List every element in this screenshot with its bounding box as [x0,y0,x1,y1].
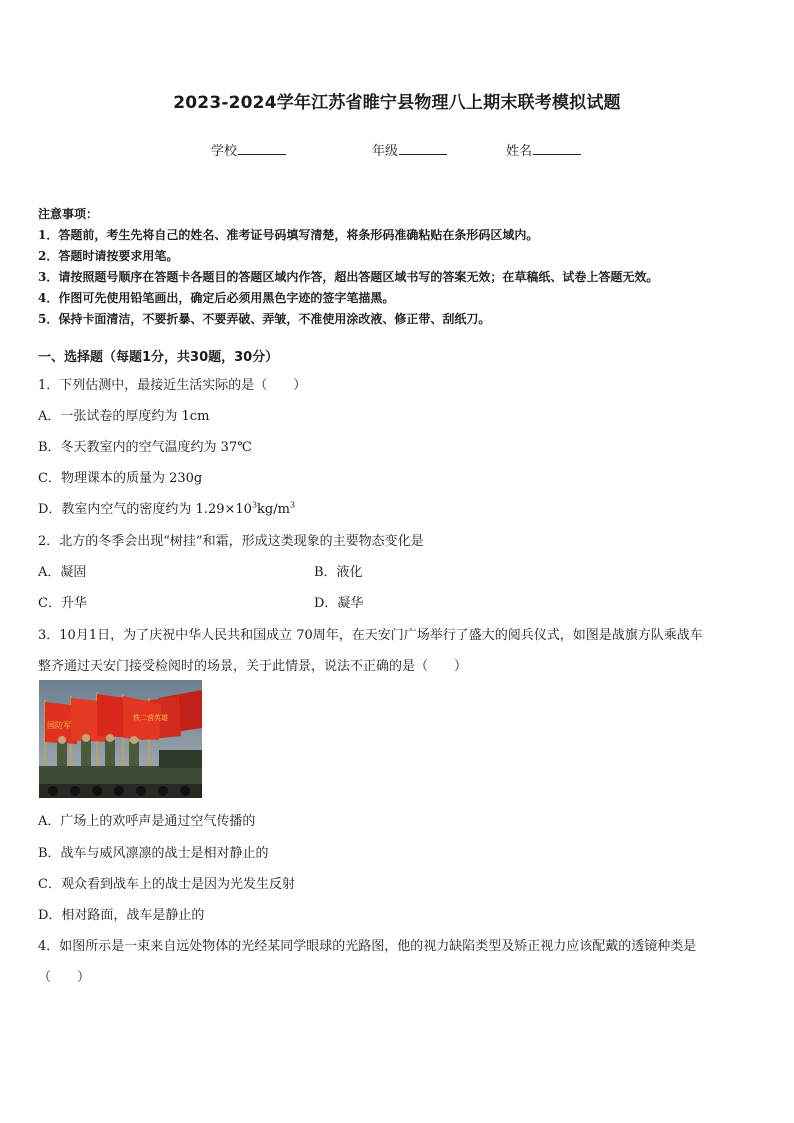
q2-option-b: B．液化 [314,565,363,580]
notes-heading: 注意事项： [38,207,99,221]
name-label: 姓名 [506,144,533,159]
school-label: 学校 [211,144,238,159]
q4-stem-line2: （ ） [38,970,91,985]
school-blank [238,142,286,155]
q1-option-c: C．物理课本的质量为 230g [38,471,203,486]
q3-stem-line1: 3．10月1日，为了庆祝中华人民共和国成立 70周年，在天安门广场举行了盛大的阅兵仪式，如图是战旗方队乘战车 [38,628,703,643]
q1-d-unit: kg/m [257,502,290,517]
q3-stem-line2: 整齐通过天安门接受检阅时的场景，关于此情景，说法不正确的是（ ） [38,659,468,674]
q3-option-c: C．观众看到战车上的战士是因为光发生反射 [38,877,295,892]
q1-d-exponent: 3 [251,500,258,510]
q1-d-unit-exponent: 3 [289,500,296,510]
section-heading: 一、选择题（每题1分，共30题，30分） [38,350,279,365]
q2-option-d: D．凝华 [314,596,364,611]
q1-option-b: B．冬天教室内的空气温度约为 37℃ [38,440,252,455]
parade-photo-drawing [39,680,202,798]
notes-block [38,204,768,330]
flag-text-2: 铁二营英雄 [133,714,168,722]
q4-stem-line1: 4．如图所示是一束来自远处物体的光经某同学眼球的光路图，他的视力缺陷类型及矫正视力应该配戴的透镜种类是 [38,939,697,954]
q1-option-d [38,498,295,517]
page-title: 2023-2024学年江苏省睢宁县物理八上期末联考模拟试题 [173,93,621,113]
note-item: 1．答题前，考生先将自己的姓名、准考证号码填写清楚，将条形码准确粘贴在条形码区域内。 [38,228,539,242]
note-item: 5．保持卡面清洁，不要折暴、不要弄破、弄皱，不准使用涂改液、修正带、刮纸刀。 [38,312,491,326]
note-item: 3．请按照题号顺序在答题卡各题目的答题区域内作答，超出答题区域书写的答案无效；在草稿纸、试卷上答题无效。 [38,270,659,284]
school-field [211,140,286,159]
q2-option-a: A．凝固 [38,565,87,580]
parade-photo [39,680,202,798]
flag-text-1: 国防军 [47,721,71,730]
q1-d-text: D．教室内空气的密度约为 1.29×10 [38,502,252,517]
grade-blank [399,142,447,155]
grade-field [372,140,447,159]
name-field [506,140,581,159]
grade-label: 年级 [372,144,399,159]
q1-option-a: A．一张试卷的厚度约为 1cm [38,409,210,424]
q2-stem: 2．北方的冬季会出现“树挂”和霜，形成这类现象的主要物态变化是 [38,534,424,549]
q3-option-a: A．广场上的欢呼声是通过空气传播的 [38,814,256,829]
note-item: 2．答题时请按要求用笔。 [38,249,179,263]
q1-stem: 1．下列估测中，最接近生活实际的是（ ） [38,378,307,393]
note-item: 4．作图可先使用铅笔画出，确定后必须用黑色字迹的签字笔描黑。 [38,291,395,305]
q2-option-c: C．升华 [38,596,87,611]
name-blank [533,142,581,155]
q3-option-d: D．相对路面，战车是静止的 [38,908,205,923]
q3-option-b: B．战车与威风凛凛的战士是相对静止的 [38,846,269,861]
